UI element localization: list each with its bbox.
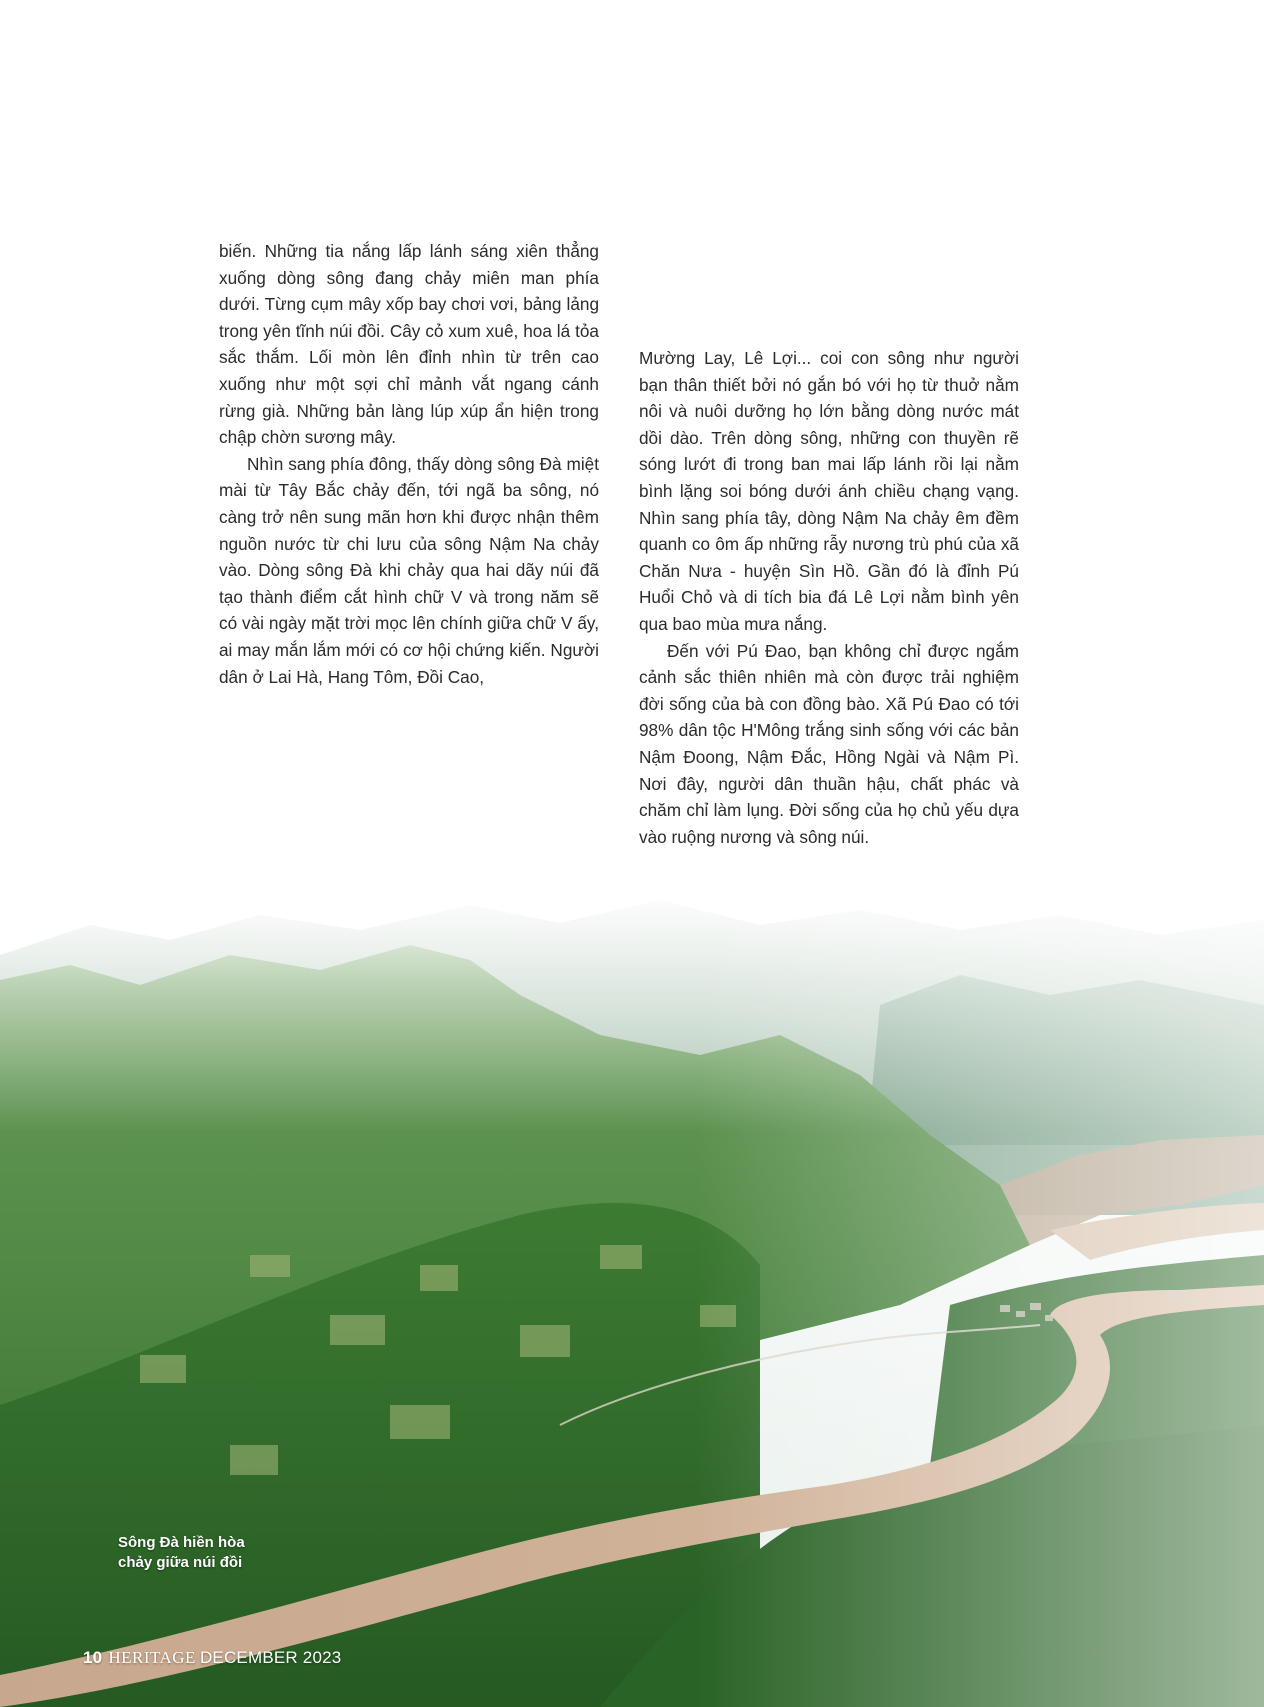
- paragraph: Đến với Pú Đao, bạn không chỉ được ngắm cảnh sắc thiên nhiên mà còn được trải nghiệm đời sống của bà con đồng bào. Xã Pú Đao có tới 98% dân tộc H'Mông trắng sinh sống với các bản Nậm Đoong, Nậm Đắc, Hồng Ngài và Nậm Pì. Nơi đây, người dân thuần hậu, chất phác và chăm chỉ làm lụng. Đời sống của họ chủ yếu dựa vào ruộng nương và sông núi.: [639, 640, 1019, 847]
- paragraph: Nhìn sang phía đông, thấy dòng sông Đà miệt mài từ Tây Bắc chảy đến, tới ngã ba sông, nó càng trở nên sung mãn hơn khi được nhận thêm nguồn nước từ chi lưu của sông Nậm Na chảy vào. Dòng sông Đà khi chảy qua hai dãy núi đã tạo thành điểm cắt hình chữ V và trong năm sẽ có vài ngày mặt trời mọc lên chính giữa chữ V ấy, ai may mắn lắm mới có cơ hội chứng kiến. Người dân ở Lai Hà, Hang Tôm, Đồi Cao,: [219, 453, 599, 687]
- landscape-photo: [0, 885, 1264, 1707]
- magazine-name: HERITAGE: [108, 1648, 196, 1667]
- photo-caption: [118, 1533, 245, 1573]
- issue-date: DECEMBER 2023: [199, 1648, 342, 1667]
- caption-line-2: chảy giữa núi đồi: [118, 1554, 243, 1571]
- right-text-column: [639, 345, 1019, 850]
- paragraph: Mường Lay, Lê Lợi... coi con sông như người bạn thân thiết bởi nó gắn bó với họ từ thuở nằm nôi và nuôi dưỡng họ lớn bằng dòng nước mát dồi dào. Trên dòng sông, những con thuyền rẽ sóng lướt đi trong ban mai lấp lánh rồi lại nằm bình lặng soi bóng dưới ánh chiều chạng vạng. Nhìn sang phía tây, dòng Nậm Na chảy êm đềm quanh co ôm ấp những rẫy nương trù phú của xã Chăn Nưa - huyện Sìn Hồ. Gần đó là đỉnh Pú Huổi Chỏ và di tích bia đá Lê Lợi nằm bình yên qua bao mùa mưa nắng.: [639, 348, 1019, 634]
- page-number: 10: [83, 1648, 103, 1667]
- river-valley-illustration: [0, 885, 1264, 1707]
- page-footer: [83, 1648, 341, 1668]
- left-text-column: [219, 238, 599, 690]
- paragraph: biến. Những tia nắng lấp lánh sáng xiên thẳng xuống dòng sông đang chảy miên man phía dưới. Từng cụm mây xốp bay chơi vơi, bảng lảng trong yên tĩnh núi đồi. Cây cỏ xum xuê, hoa lá tỏa sắc thắm. Lối mòn lên đỉnh nhìn từ trên cao xuống như một sợi chỉ mảnh vắt ngang cánh rừng già. Những bản làng lúp xúp ẩn hiện trong chập chờn sương mây.: [219, 241, 599, 448]
- caption-line-1: Sông Đà hiền hòa: [118, 1534, 245, 1551]
